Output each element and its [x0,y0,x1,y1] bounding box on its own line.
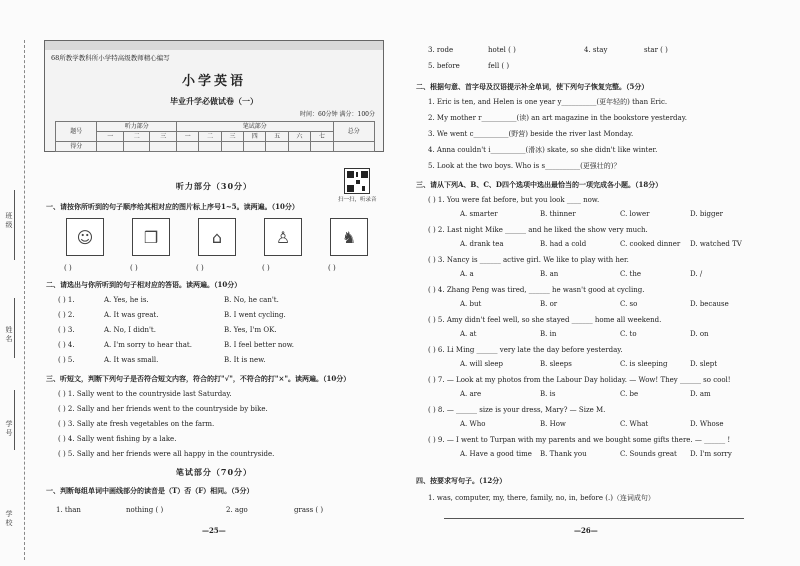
mc-question-stem[interactable]: ( ) 3. Nancy is ______ active girl. We like to play with her. [428,256,629,264]
mc-question-stem[interactable]: ( ) 8. — ______ size is your dress, Mary? — Size M. [428,406,606,414]
mc-option: B. sleeps [540,360,572,368]
score-input-cell[interactable] [221,142,243,152]
phonics-item: 1. than [56,506,81,514]
score-table-cell: 四 [244,132,266,142]
fill-word-item[interactable]: 5. Look at the two boys. Who is s__________(更强壮的)？ [428,162,621,170]
mc-option: D. watched TV [690,240,742,248]
score-input-cell[interactable] [266,142,288,152]
phonics-item: 5. before [428,62,460,70]
score-table-cell: 六 [288,132,310,142]
written-section-title: 笔试部分（70分） [175,467,253,477]
score-input-cell[interactable] [288,142,310,152]
binding-label-school: 学校 [5,510,13,527]
phonics-answer[interactable]: star ( ) [644,46,668,54]
page-number: —25— [202,526,226,535]
score-table-cell: 五 [266,132,288,142]
mc-option: B. Thank you [540,450,587,458]
mc-question-stem[interactable]: ( ) 4. Zhang Peng was tired, ______ he wasn't good at cycling. [428,286,645,294]
phonics-answer[interactable]: fell ( ) [488,62,510,70]
q2-option-b: B. I feel better now. [224,341,294,349]
score-table-row-label: 得分 [56,142,97,152]
score-input-cell[interactable] [199,142,221,152]
score-table-cell: 三 [221,132,243,142]
binding-label-name: 姓名 [5,326,13,343]
q3-statement[interactable]: ( ) 5. Sally and her friends were all happy in the countryside. [58,450,275,458]
q2-option-b: B. No, he can't. [224,296,279,304]
picture-answer-bracket[interactable]: ( ) [196,264,204,272]
mc-option: C. be [620,390,639,398]
q2-option-a: A. It was great. [104,311,159,319]
binding-label-class: 班级 [5,212,13,229]
fill-word-item[interactable]: 2. My mother r__________(读) an art magazine in the bookstore yesterday. [428,114,687,122]
score-table-cell: 七 [311,132,333,142]
mc-option: D. bigger [690,210,723,218]
sentence-task: 1. was, computer, my, there, family, no, in, before (.)（连词成句） [428,494,655,502]
q3-statement[interactable]: ( ) 4. Sally went fishing by a lake. [58,435,177,443]
score-input-cell[interactable] [244,142,266,152]
picture-answer-bracket[interactable]: ( ) [328,264,336,272]
mc-option: C. to [620,330,637,338]
score-table-cell: 一 [177,132,199,142]
fill-word-item[interactable]: 4. Anna couldn't i__________(滑冰) skate, so she didn't like winter. [428,146,658,154]
mc-option: D. I'm sorry [690,450,732,458]
mc-option: B. thinner [540,210,576,218]
written-q4-title: 四、按要求写句子。（12分） [416,476,507,485]
written-q1-title: 一、判断每组单词中画线部分的读音是（T）否（F）相同。（5分） [46,486,254,495]
mc-option: A. drank tea [460,240,504,248]
mc-question-stem[interactable]: ( ) 7. — Look at my photos from the Labour Day holiday. — Wow! They ______ so cool! [428,376,731,384]
q2-item-number[interactable]: ( ) 1. [58,296,75,304]
mc-option: A. at [460,330,477,338]
listening-section-title: 听力部分（30分） [175,181,253,191]
gift-box-icon: ❒ [132,218,170,256]
mc-option: D. slept [690,360,718,368]
binding-field-name[interactable] [14,298,15,358]
mc-question-stem[interactable]: ( ) 5. Amy didn't feel well, so she stayed ______ home all weekend. [428,316,662,324]
phonics-item: 2. ago [226,506,248,514]
qr-caption: 扫一扫，听录音 [338,197,377,203]
score-input-cell[interactable] [150,142,177,152]
score-table-cell: 二 [199,132,221,142]
q2-option-a: A. I'm sorry to hear that. [104,341,192,349]
binding-field-class[interactable] [14,190,15,260]
mc-option: D. Whose [690,420,724,428]
binding-field-number[interactable] [14,390,15,450]
score-input-cell[interactable] [311,142,333,152]
q3-statement[interactable]: ( ) 2. Sally and her friends went to the countryside by bike. [58,405,268,413]
score-table-cell: 二 [123,132,150,142]
answer-line[interactable] [444,518,744,519]
q2-item-number[interactable]: ( ) 5. [58,356,75,364]
score-table [55,121,375,152]
score-table-header-cell: 总分 [333,122,375,142]
phonics-item: 4. stay [584,46,608,54]
q2-option-a: A. Yes, he is. [104,296,149,304]
mc-option: A. Who [460,420,486,428]
score-table-header-cell: 题号 [56,122,97,142]
left-page [44,40,384,560]
listening-q2-title: 二、请选出与你所听到的句子相对应的答语。读两遍。（10分） [46,280,242,289]
kid-reading-icon: ☺ [66,218,104,256]
score-table-cell: 三 [150,132,177,142]
q2-item-number[interactable]: ( ) 4. [58,341,75,349]
q2-item-number[interactable]: ( ) 2. [58,311,75,319]
binding-margin [0,40,34,560]
binding-dashed-line [24,40,25,560]
score-input-cell[interactable] [177,142,199,152]
mc-option: D. on [690,330,709,338]
mc-option: B. had a cold [540,240,587,248]
mc-option: A. Have a good time [460,450,532,458]
exam-header [44,40,384,152]
q2-option-b: B. It is new. [224,356,266,364]
picture-answer-bracket[interactable]: ( ) [262,264,270,272]
mc-option: C. cooked dinner [620,240,681,248]
mc-option: D. because [690,300,729,308]
mc-option: A. are [460,390,482,398]
mc-option: C. so [620,300,638,308]
exam-title: 小学英语 [181,74,246,89]
q2-option-a: A. No, I didn't. [104,326,156,334]
building-icon: ⌂ [198,218,236,256]
mc-question-stem[interactable]: ( ) 1. You were fat before, but you look ____ now. [428,196,600,204]
score-table-header-cell: 笔试部分 [177,122,333,132]
mc-option: A. will sleep [460,360,504,368]
mc-option: B. How [540,420,566,428]
exam-time-score: 时间：60分钟 满分：100分 [300,111,375,118]
fill-word-item[interactable]: 1. Eric is ten, and Helen is one year y__________(更年轻的) than Eric. [428,98,668,106]
phonics-item: 3. rode [428,46,454,54]
written-q3-title: 三、请从下列A、B、C、D四个选项中选出最恰当的一项完成各小题。（18分） [416,180,663,189]
mc-option: A. a [460,270,474,278]
score-table-cell: 一 [97,132,124,142]
written-q2-title: 二、根据句意、首字母及汉语提示补全单词，使下列句子恢复完整。（5分） [416,82,649,91]
mc-option: B. is [540,390,556,398]
mc-option: A. smarter [460,210,498,218]
binding-label-number: 学号 [5,420,13,437]
picture-row [54,218,374,260]
mc-option: B. in [540,330,557,338]
picture-answer-bracket[interactable]: ( ) [130,264,138,272]
mc-question-stem[interactable]: ( ) 2. Last night Mike ______ and he liked the show very much. [428,226,648,234]
q2-option-b: B. Yes, I'm OK. [224,326,277,334]
score-input-cell[interactable] [333,142,375,152]
score-table-header-cell: 听力部分 [97,122,177,132]
q2-item-number[interactable]: ( ) 3. [58,326,75,334]
q3-statement[interactable]: ( ) 3. Sally ate fresh vegetables on the farm. [58,420,215,428]
phonics-answer[interactable]: grass ( ) [294,506,324,514]
q3-statement[interactable]: ( ) 1. Sally went to the countryside last Saturday. [58,390,232,398]
mc-option: D. / [690,270,703,278]
exam-subtitle: 毕业升学必做试卷（一） [170,96,258,106]
page-number: —26— [574,526,598,535]
score-input-cell[interactable] [97,142,124,152]
mc-option: C. lower [620,210,650,218]
mc-option: A. but [460,300,482,308]
mc-option: C. the [620,270,642,278]
listening-q1-title: 一、请按你所听到的句子顺序给其相对应的图片标上序号1~5。读两遍。（10分） [46,202,299,211]
mc-option: B. an [540,270,559,278]
fill-word-item[interactable]: 3. We went c__________(野营) beside the river last Monday. [428,130,634,138]
q2-option-b: B. I went cycling. [224,311,286,319]
picture-answer-bracket[interactable]: ( ) [64,264,72,272]
phonics-answer[interactable]: hotel ( ) [488,46,516,54]
header-band [45,41,383,50]
mc-option: C. is sleeping [620,360,668,368]
listening-q3-title: 三、听短文，判断下列句子是否符合短文内容，符合的打"√"，不符合的打"×"。读两遍。（10分） [46,374,351,383]
elephant-icon: ♞ [330,218,368,256]
mc-option: B. or [540,300,558,308]
score-input-cell[interactable] [123,142,150,152]
mc-option: C. Sounds great [620,450,677,458]
mc-option: C. What [620,420,649,428]
mc-question-stem[interactable]: ( ) 9. — I went to Turpan with my parents and we bought some gifts there. — ______ ! [428,436,731,444]
q2-option-a: A. It was small. [104,356,159,364]
mc-option: D. am [690,390,711,398]
publisher-line: 68所教学教科所小学特高级教师精心编写 [51,54,170,62]
phonics-answer[interactable]: nothing ( ) [126,506,164,514]
badminton-player-icon: ♙ [264,218,302,256]
mc-question-stem[interactable]: ( ) 6. Li Ming ______ very late the day before yesterday. [428,346,623,354]
right-page [414,40,774,560]
